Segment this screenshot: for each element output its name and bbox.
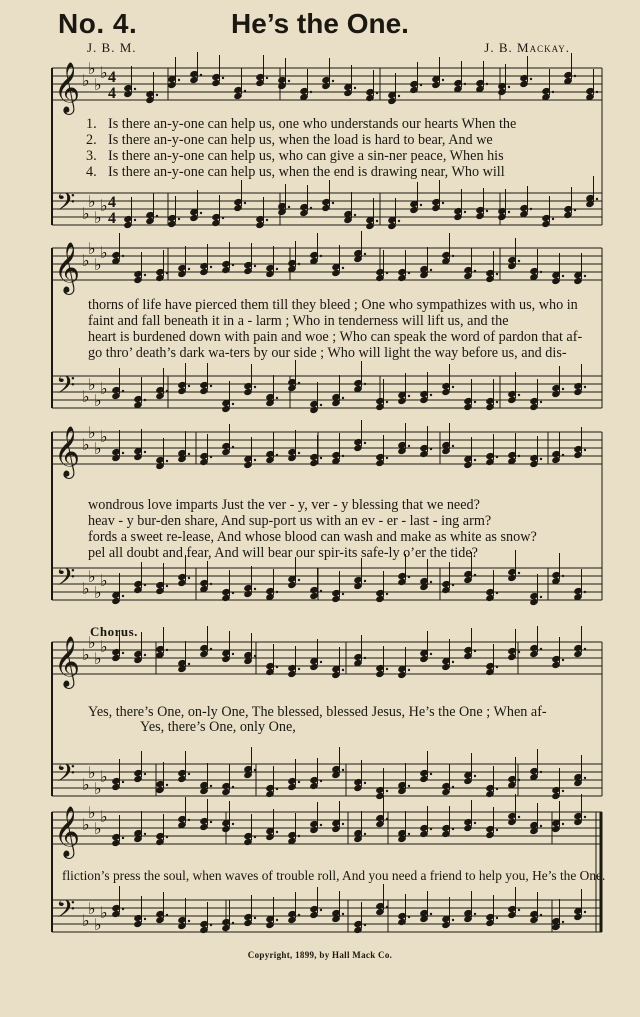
- dot: [552, 91, 554, 93]
- dot: [562, 454, 564, 456]
- dot: [386, 457, 388, 459]
- dot: [552, 218, 554, 220]
- dot: [122, 595, 124, 597]
- dot: [430, 394, 432, 396]
- dot: [364, 580, 366, 582]
- flat-icon: ♭: [82, 204, 90, 223]
- dot: [134, 219, 136, 221]
- dot: [178, 79, 180, 81]
- flat-icon: ♭: [88, 763, 96, 782]
- dot: [342, 769, 344, 771]
- dot: [144, 833, 146, 835]
- dot: [210, 583, 212, 585]
- dot: [540, 458, 542, 460]
- treble-clef-icon: 𝄞: [54, 806, 81, 857]
- verse-2-line: heav - y bur-den share, And sup-port us with an ev - er - last - ing arm?: [88, 513, 492, 529]
- dot: [244, 202, 246, 204]
- verse-3-line: heart is burdened down with pain and woe ; Who can speak the word of pardon that af-: [88, 329, 583, 345]
- dot: [464, 83, 466, 85]
- verse-2-line: 2. Is there an-y-one can help us, when the load is hard to bear, And we: [86, 132, 493, 148]
- dot: [584, 816, 586, 818]
- dot: [144, 399, 146, 401]
- dot: [166, 784, 168, 786]
- dot: [496, 592, 498, 594]
- dot: [496, 788, 498, 790]
- dot: [188, 453, 190, 455]
- dot: [122, 390, 124, 392]
- dot: [584, 911, 586, 913]
- dot: [232, 592, 234, 594]
- dot: [540, 825, 542, 827]
- dot: [508, 86, 510, 88]
- dot: [584, 275, 586, 277]
- dot: [408, 833, 410, 835]
- dot: [298, 263, 300, 265]
- dot: [320, 404, 322, 406]
- dot: [398, 220, 400, 222]
- dot: [420, 84, 422, 86]
- dot: [452, 661, 454, 663]
- author-credit: J. B. M.: [87, 40, 137, 55]
- dot: [320, 824, 322, 826]
- flat-icon: ♭: [94, 439, 102, 458]
- composer-credit: J. B. Mackay.: [484, 40, 570, 55]
- dot: [364, 442, 366, 444]
- flat-icon: ♭: [82, 775, 90, 794]
- dot: [166, 585, 168, 587]
- verse-4-line: 4. Is there an-y-one can help us, when the end is drawing near, Who will: [86, 164, 505, 180]
- dot: [386, 668, 388, 670]
- dot: [496, 917, 498, 919]
- dot: [222, 77, 224, 79]
- dot: [298, 382, 300, 384]
- dot: [584, 648, 586, 650]
- dot: [376, 92, 378, 94]
- dot: [486, 210, 488, 212]
- dot: [364, 782, 366, 784]
- dot: [452, 386, 454, 388]
- dot: [298, 835, 300, 837]
- flat-icon: ♭: [94, 819, 102, 838]
- dot: [408, 272, 410, 274]
- time-signature: 4: [108, 69, 116, 86]
- dot: [342, 455, 344, 457]
- dot: [254, 655, 256, 657]
- dot: [530, 78, 532, 80]
- dot: [144, 773, 146, 775]
- dot: [254, 917, 256, 919]
- dot: [386, 906, 388, 908]
- dot: [156, 215, 158, 217]
- dot: [232, 922, 234, 924]
- dot: [574, 75, 576, 77]
- dot: [244, 90, 246, 92]
- dot: [134, 88, 136, 90]
- dot: [254, 836, 256, 838]
- dot: [276, 268, 278, 270]
- dot: [518, 572, 520, 574]
- verse-1-line: thorns of life have pierced them till they bleed ; One who sympathizes with us, who in: [88, 297, 578, 313]
- dot: [508, 211, 510, 213]
- verse-lyrics-system-1: [86, 116, 516, 180]
- dot: [276, 919, 278, 921]
- dot: [408, 669, 410, 671]
- dot: [122, 908, 124, 910]
- treble-clef-icon: 𝄞: [54, 62, 81, 113]
- dot: [540, 771, 542, 773]
- dot: [232, 786, 234, 788]
- dot: [420, 204, 422, 206]
- chorus-line-1: Yes, there’s One, on-ly One, The blessed, blessed Jesus, He’s the One ; When af-: [88, 704, 547, 720]
- dot: [584, 449, 586, 451]
- dot: [342, 913, 344, 915]
- dot: [276, 591, 278, 593]
- flat-icon: ♭: [88, 59, 96, 78]
- dot: [540, 648, 542, 650]
- dot: [442, 202, 444, 204]
- dot: [144, 451, 146, 453]
- dot: [276, 666, 278, 668]
- dot: [386, 593, 388, 595]
- chorus-label: Chorus.: [90, 624, 138, 639]
- hymn-title: He’s the One.: [231, 8, 409, 39]
- dot: [574, 209, 576, 211]
- dot: [430, 448, 432, 450]
- dot: [200, 74, 202, 76]
- flat-icon: ♭: [94, 75, 102, 94]
- dot: [562, 275, 564, 277]
- flat-icon: ♭: [94, 208, 102, 227]
- dot: [166, 649, 168, 651]
- dot: [452, 828, 454, 830]
- dot: [386, 790, 388, 792]
- dot: [430, 581, 432, 583]
- dot: [430, 913, 432, 915]
- flat-icon: ♭: [94, 255, 102, 274]
- dot: [430, 828, 432, 830]
- flat-icon: ♭: [100, 903, 108, 922]
- dot: [452, 255, 454, 257]
- dot: [310, 91, 312, 93]
- dot: [144, 654, 146, 656]
- dot: [144, 584, 146, 586]
- dot: [144, 274, 146, 276]
- dot: [210, 924, 212, 926]
- dot: [320, 909, 322, 911]
- dot: [540, 401, 542, 403]
- dot: [122, 452, 124, 454]
- treble-clef-icon: 𝄞: [54, 242, 81, 293]
- dot: [232, 403, 234, 405]
- dot: [232, 264, 234, 266]
- dot: [320, 457, 322, 459]
- dot: [496, 829, 498, 831]
- dot: [188, 577, 190, 579]
- dot: [474, 270, 476, 272]
- dot: [464, 211, 466, 213]
- dot: [386, 818, 388, 820]
- time-signature: 4: [108, 85, 116, 102]
- dot: [276, 397, 278, 399]
- dot: [430, 773, 432, 775]
- dot: [332, 80, 334, 82]
- flat-icon: ♭: [100, 637, 108, 656]
- dot: [562, 575, 564, 577]
- flat-icon: ♭: [100, 427, 108, 446]
- dot: [232, 446, 234, 448]
- treble-clef-icon: 𝄞: [54, 636, 81, 687]
- dot: [254, 769, 256, 771]
- dot: [210, 648, 212, 650]
- dot: [408, 445, 410, 447]
- dot: [364, 833, 366, 835]
- dot: [320, 255, 322, 257]
- dot: [518, 455, 520, 457]
- chorus-line-2: fliction’s press the soul, when waves of trouble roll, And you need a friend to help you, He’s the One.: [62, 868, 606, 883]
- flat-icon: ♭: [100, 243, 108, 262]
- flat-icon: ♭: [94, 649, 102, 668]
- dot: [354, 214, 356, 216]
- dot: [496, 401, 498, 403]
- dot: [452, 584, 454, 586]
- dot: [200, 212, 202, 214]
- dot: [188, 819, 190, 821]
- dot: [474, 913, 476, 915]
- flat-icon: ♭: [82, 911, 90, 930]
- flat-icon: ♭: [88, 239, 96, 258]
- flat-icon: ♭: [100, 807, 108, 826]
- dot: [254, 588, 256, 590]
- dot: [188, 385, 190, 387]
- dot: [408, 785, 410, 787]
- dot: [266, 219, 268, 221]
- dot: [486, 83, 488, 85]
- verse-lyrics-system-3: [88, 497, 537, 561]
- dot: [354, 87, 356, 89]
- dot: [364, 924, 366, 926]
- flat-icon: ♭: [94, 391, 102, 410]
- dot: [188, 773, 190, 775]
- dot: [288, 206, 290, 208]
- dot: [474, 401, 476, 403]
- flat-icon: ♭: [100, 571, 108, 590]
- dot: [474, 650, 476, 652]
- dot: [310, 207, 312, 209]
- bass-clef-icon: 𝄢: [56, 188, 76, 223]
- dot: [474, 574, 476, 576]
- flat-icon: ♭: [88, 633, 96, 652]
- dot: [540, 596, 542, 598]
- dot: [210, 785, 212, 787]
- dot: [430, 653, 432, 655]
- dot: [320, 661, 322, 663]
- dot: [364, 253, 366, 255]
- dot: [452, 786, 454, 788]
- flat-icon: ♭: [82, 387, 90, 406]
- dot: [178, 218, 180, 220]
- dot: [386, 401, 388, 403]
- hymn-number: No. 4.: [58, 8, 138, 39]
- time-signature: 4: [108, 194, 116, 211]
- dot: [232, 653, 234, 655]
- dot: [584, 386, 586, 388]
- bass-clef-icon: 𝄢: [56, 563, 76, 598]
- flat-icon: ♭: [82, 251, 90, 270]
- dot: [298, 579, 300, 581]
- dot: [122, 652, 124, 654]
- flat-icon: ♭: [82, 579, 90, 598]
- dot: [298, 914, 300, 916]
- verse-4-line: pel all doubt and fear, And will bear our spir-its safe-ly o’er the tide?: [88, 545, 478, 561]
- treble-clef-icon: 𝄞: [54, 426, 81, 477]
- flat-icon: ♭: [82, 645, 90, 664]
- dot: [166, 836, 168, 838]
- verse-3-line: fords a sweet re-lease, And whose blood can wash and make as white as snow?: [88, 529, 537, 545]
- dot: [232, 823, 234, 825]
- dot: [518, 909, 520, 911]
- dot: [342, 593, 344, 595]
- dot: [376, 220, 378, 222]
- flat-icon: ♭: [94, 583, 102, 602]
- dot: [408, 916, 410, 918]
- flat-icon: ♭: [94, 779, 102, 798]
- flat-icon: ♭: [88, 803, 96, 822]
- dot: [166, 272, 168, 274]
- dot: [408, 576, 410, 578]
- dot: [254, 265, 256, 267]
- dot: [398, 95, 400, 97]
- dot: [210, 456, 212, 458]
- dot: [276, 831, 278, 833]
- flat-icon: ♭: [88, 567, 96, 586]
- dot: [496, 273, 498, 275]
- dot: [298, 452, 300, 454]
- dot: [332, 202, 334, 204]
- verse-2-line: faint and fall beneath it in a - larm ; Who in tenderness will lift us, and the: [88, 313, 509, 329]
- flat-icon: ♭: [82, 435, 90, 454]
- dot: [166, 914, 168, 916]
- flat-icon: ♭: [100, 767, 108, 786]
- dot: [210, 385, 212, 387]
- dot: [364, 657, 366, 659]
- dot: [496, 666, 498, 668]
- dot: [166, 390, 168, 392]
- dot: [518, 260, 520, 262]
- dot: [298, 668, 300, 670]
- dot: [342, 823, 344, 825]
- dot: [408, 395, 410, 397]
- flat-icon: ♭: [94, 915, 102, 934]
- dot: [342, 669, 344, 671]
- time-signature: 4: [108, 210, 116, 227]
- dot: [320, 590, 322, 592]
- dot: [540, 914, 542, 916]
- dot: [364, 383, 366, 385]
- flat-icon: ♭: [82, 815, 90, 834]
- dot: [474, 775, 476, 777]
- dot: [562, 921, 564, 923]
- dot: [210, 266, 212, 268]
- chorus-echo-line: Yes, there’s One, only One,: [140, 719, 296, 735]
- dot: [320, 780, 322, 782]
- dot: [266, 77, 268, 79]
- dot: [122, 781, 124, 783]
- dot: [288, 80, 290, 82]
- dot: [188, 920, 190, 922]
- bass-clef-icon: 𝄢: [56, 895, 76, 930]
- dot: [254, 459, 256, 461]
- verse-1-line: 1. Is there an-y-one can help us, one who understands our hearts When the: [86, 116, 517, 132]
- flat-icon: ♭: [100, 63, 108, 82]
- dot: [474, 459, 476, 461]
- dot: [430, 269, 432, 271]
- copyright-notice: Copyright, 1899, by Hall Mack Co.: [247, 950, 393, 960]
- dot: [540, 271, 542, 273]
- flat-icon: ♭: [82, 71, 90, 90]
- dot: [596, 91, 598, 93]
- flat-icon: ♭: [100, 379, 108, 398]
- dot: [530, 208, 532, 210]
- dot: [562, 823, 564, 825]
- flat-icon: ♭: [100, 196, 108, 215]
- dot: [166, 460, 168, 462]
- flat-icon: ♭: [88, 899, 96, 918]
- flat-icon: ♭: [88, 192, 96, 211]
- bass-clef-icon: 𝄢: [56, 759, 76, 794]
- dot: [122, 837, 124, 839]
- dot: [518, 651, 520, 653]
- verse-lyrics-system-2: [88, 297, 582, 361]
- dot: [222, 217, 224, 219]
- dot: [452, 445, 454, 447]
- dot: [562, 659, 564, 661]
- verse-1-line: wondrous love imparts Just the ver - y, ver - y blessing that we need?: [88, 497, 480, 513]
- dot: [342, 397, 344, 399]
- dot: [342, 267, 344, 269]
- dot: [452, 919, 454, 921]
- dot: [474, 822, 476, 824]
- dot: [518, 394, 520, 396]
- dot: [496, 456, 498, 458]
- dot: [386, 272, 388, 274]
- dot: [298, 781, 300, 783]
- bass-clef-icon: 𝄢: [56, 371, 76, 406]
- dot: [156, 94, 158, 96]
- dot: [596, 198, 598, 200]
- dot: [518, 779, 520, 781]
- flat-icon: ♭: [88, 423, 96, 442]
- dot: [254, 386, 256, 388]
- dot: [122, 255, 124, 257]
- dot: [562, 790, 564, 792]
- verse-4-line: go thro’ death’s dark wa-ters by our side ; Who will light the way before us, and dis-: [88, 345, 567, 361]
- dot: [518, 816, 520, 818]
- dot: [584, 777, 586, 779]
- dot: [144, 918, 146, 920]
- dot: [442, 79, 444, 81]
- dot: [188, 268, 190, 270]
- dot: [188, 663, 190, 665]
- flat-icon: ♭: [88, 375, 96, 394]
- verse-3-line: 3. Is there an-y-one can help us, who can give a sin-ner peace, When his: [86, 148, 504, 164]
- dot: [562, 388, 564, 390]
- dot: [210, 821, 212, 823]
- dot: [276, 454, 278, 456]
- dot: [276, 788, 278, 790]
- dot: [584, 591, 586, 593]
